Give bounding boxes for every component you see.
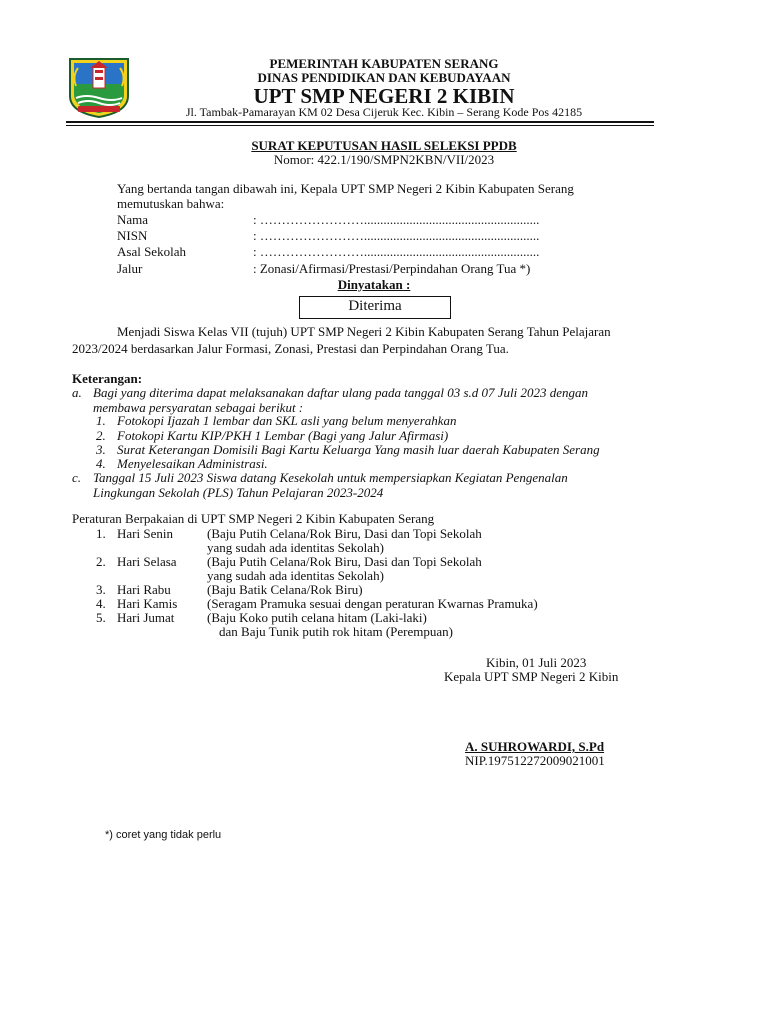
paragraph-line-2: 2023/2024 berdasarkan Jalur Formasi, Zonasi, Prestasi dan Perpindahan Orang Tua. [72,341,509,356]
letterhead-divider-thick [66,121,654,123]
dress-code-number: 1. [96,526,106,541]
field-label-nama: Nama [117,212,149,227]
field-value-nama: : ……………………...................................................... [253,212,540,227]
keterangan-a-marker: a. [72,385,82,400]
keterangan-c-line-1: Tanggal 15 Juli 2023 Siswa datang Kesekolah untuk mempersiapkan Kegiatan Pengenalan [93,470,568,485]
requirement-number: 4. [96,456,106,471]
keterangan-a-line-2: membawa persyaratan sebagai berikut : [93,400,304,415]
requirement-item: Fotokopi Kartu KIP/PKH 1 Lembar (Bagi yang Jalur Afirmasi) [117,428,449,443]
dress-code-rule-cont: yang sudah ada identitas Sekolah) [207,568,384,583]
dress-code-rule: (Baju Batik Celana/Rok Biru) [207,582,363,597]
field-value-asal-sekolah: : ……………………...................................................... [253,244,540,259]
dress-code-rule: (Baju Putih Celana/Rok Biru, Dasi dan Topi Sekolah [207,554,482,569]
document-number: Nomor: 422.1/190/SMPN2KBN/VII/2023 [273,152,495,167]
letterhead-school-name: UPT SMP NEGERI 2 KIBIN [253,84,515,108]
signature-name: A. SUHROWARDI, S.Pd [465,739,605,754]
document-title: SURAT KEPUTUSAN HASIL SELEKSI PPDB [251,138,517,153]
dress-code-rule-cont: dan Baju Tunik putih rok hitam (Perempuan) [219,624,453,639]
dress-code-day: Hari Kamis [117,596,178,611]
intro-line-1: Yang bertanda tangan dibawah ini, Kepala UPT SMP Negeri 2 Kibin Kabupaten Serang [117,181,574,196]
field-label-jalur: Jalur [117,261,143,276]
dress-code-rule-cont: yang sudah ada identitas Sekolah) [207,540,384,555]
field-value-nisn: : ……………………...................................................... [253,228,540,243]
dress-code-day: Hari Senin [117,526,173,541]
requirement-number: 2. [96,428,106,443]
keterangan-c-line-2: Lingkungan Sekolah (PLS) Tahun Pelajaran 2023-2024 [93,485,384,500]
keterangan-c-marker: c. [72,470,82,485]
signature-place-date: Kibin, 01 Juli 2023 [486,655,587,670]
decision-result: Diterima [348,298,402,314]
requirement-item: Surat Keterangan Domisili Bagi Kartu Keluarga Yang masih luar daerah Kabupaten Serang [117,442,600,457]
paragraph-line-1: Menjadi Siswa Kelas VII (tujuh) UPT SMP Negeri 2 Kibin Kabupaten Serang Tahun Pelajaran [117,324,611,339]
dress-code-heading: Peraturan Berpakaian di UPT SMP Negeri 2 Kibin Kabupaten Serang [72,511,435,526]
field-label-nisn: NISN [117,228,148,243]
dress-code-rule: (Baju Putih Celana/Rok Biru, Dasi dan Topi Sekolah [207,526,482,541]
requirement-item: Fotokopi Ijazah 1 lembar dan SKL asli yang belum menyerahkan [117,413,457,428]
signature-position: Kepala UPT SMP Negeri 2 Kibin [444,669,619,684]
field-value-jalur: : Zonasi/Afirmasi/Prestasi/Perpindahan Orang Tua *) [253,261,531,276]
dress-code-number: 3. [96,582,106,597]
dress-code-number: 2. [96,554,106,569]
dress-code-day: Hari Selasa [117,554,177,569]
field-label-asal-sekolah: Asal Sekolah [117,244,186,259]
regency-crest-icon [66,56,132,118]
keterangan-a-line-1: Bagi yang diterima dapat melaksanakan daftar ulang pada tanggal 03 s.d 07 Juli 2023 dengan [93,385,589,400]
intro-line-2: memutuskan bahwa: [117,196,225,211]
dress-code-number: 5. [96,610,106,625]
dress-code-day: Hari Jumat [117,610,175,625]
letterhead-government: PEMERINTAH KABUPATEN SERANG [269,56,499,71]
signature-nip: NIP.197512272009021001 [465,753,605,768]
requirement-item: Menyelesaikan Administrasi. [117,456,268,471]
letterhead-divider-thin [66,125,654,126]
letterhead-address: Jl. Tambak-Pamarayan KM 02 Desa Cijeruk Kec. Kibin – Serang Kode Pos 42185 [185,105,583,119]
requirement-number: 1. [96,413,106,428]
dress-code-rule: (Baju Koko putih celana hitam (Laki-laki) [207,610,427,625]
requirement-number: 3. [96,442,106,457]
keterangan-heading: Keterangan: [72,371,143,386]
dress-code-rule: (Seragam Pramuka sesuai dengan peraturan Kwarnas Pramuka) [207,596,538,611]
decision-label: Dinyatakan : [337,277,411,292]
footnote: *) coret yang tidak perlu [105,829,222,841]
dress-code-day: Hari Rabu [117,582,171,597]
dress-code-number: 4. [96,596,106,611]
letterhead-department: DINAS PENDIDIKAN DAN KEBUDAYAAN [257,70,511,85]
